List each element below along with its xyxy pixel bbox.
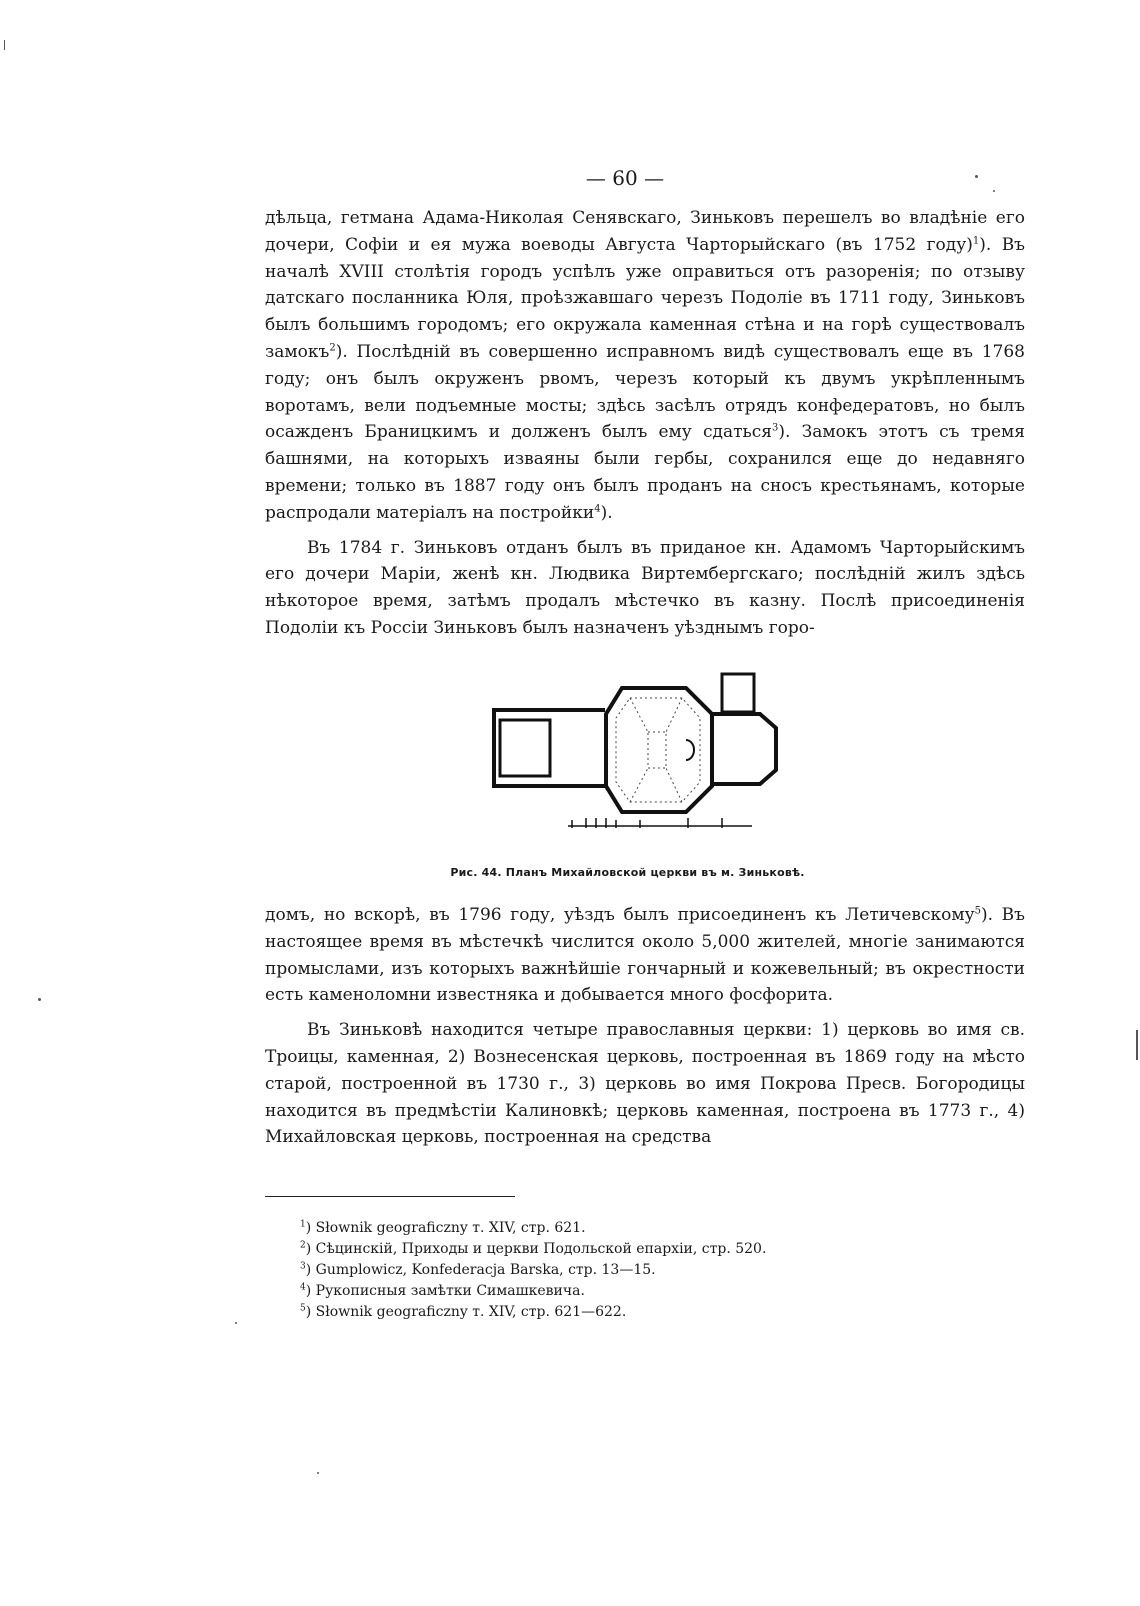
- footnote-ref: 5: [974, 905, 981, 917]
- text-run: ). Въ настоящее время въ мѣстечкѣ числится около 5,000 жителей, многіе занимаются промыслами, изъ которыхъ важнѣйшіе гончарный и кожевельный; въ окрестности есть каменоломни известняка и добывается много фосфорита.: [265, 905, 1025, 1006]
- footnotes: [300, 1218, 950, 1323]
- footnote: $^1$) Słownik geograficzny т. XIV, стр. 621.: [300, 1219, 586, 1236]
- church-floor-plan: [490, 670, 790, 830]
- plan-wall: [712, 714, 776, 784]
- text-block-top: [265, 205, 1025, 642]
- figure-caption: Рис. 44. Планъ Михайловской церкви въ м. Зиньковѣ.: [450, 866, 805, 879]
- plan-apse: [686, 740, 694, 760]
- scan-speck: [38, 998, 41, 1001]
- footnote-ref: 1: [972, 235, 980, 247]
- text-run: ). Замокъ этотъ съ тремя башнями, на которыхъ изваяны были гербы, сохранился еще до недавняго времени; только въ 1887 году онъ былъ проданъ на сносъ крестьянамъ, которые распродали матеріалъ на постройки: [265, 422, 1025, 523]
- footnote-divider: [265, 1196, 515, 1197]
- text-run: ). Въ началѣ XVIII столѣтія городъ успѣлъ уже оправиться отъ разоренія; по отзыву датскаго посланника Юля, проѣзжавшаго черезъ Подоліе въ 1711 году, Зиньковъ былъ большимъ городомъ; его окружала каменная стѣна и на горѣ существовалъ замокъ: [265, 234, 1026, 362]
- plan-vault-lines: [616, 698, 700, 802]
- page-number: — 60 —: [585, 166, 665, 190]
- footnote: $^4$) Рукописныя замѣтки Симашкевича.: [300, 1282, 585, 1299]
- footnote: $^5$) Słownik geograficzny т. XIV, стр. 621—622.: [300, 1303, 627, 1320]
- text-run: домъ, но вскорѣ, въ 1796 году, уѣздъ былъ присоединенъ къ Летичевскому: [265, 905, 975, 925]
- paragraph: [265, 902, 1025, 1009]
- scan-speck: [4, 40, 5, 50]
- scan-speck: [317, 1472, 319, 1474]
- plan-wall: [722, 674, 754, 712]
- paragraph: Въ Зиньковѣ находится четыре православныя церкви: 1) церковь во имя св. Троицы, каменная, 2) Вознесенская церковь, построенная въ 1869 году на мѣсто старой, построенной въ 1730 г., 3) церковь во имя Покрова Пресв. Богородицы находится въ предмѣстіи Калиновкѣ; церковь каменная, построена въ 1773 г., 4) Михайловская церковь, построенная на средства: [265, 1020, 1025, 1148]
- plan-wall: [606, 688, 712, 812]
- scale-bar: [568, 818, 752, 828]
- paragraph: Въ 1784 г. Зиньковъ отданъ былъ въ приданое кн. Адамомъ Чарторыйскимъ его дочери Маріи, женѣ кн. Людвика Виртембергскаго; послѣдній жилъ здѣсь нѣкоторое время, затѣмъ продалъ мѣстечко въ казну. Послѣ присоединенія Подоліи къ Россіи Зиньковъ былъ назначенъ уѣзднымъ горо-: [265, 537, 1025, 638]
- scan-speck: [993, 190, 995, 192]
- text-run: дѣльца, гетмана Адама-Николая Сенявскаго, Зиньковъ перешелъ во владѣніе его дочери, Софіи и ея мужа воеводы Августа Чарторыйскаго (въ 1752 году): [265, 208, 1025, 255]
- footnote: $^3$) Gumplowicz, Konfederacja Barska, стр. 13—15.: [300, 1261, 656, 1278]
- footnote-ref: 4: [594, 503, 601, 515]
- footnote-ref: 3: [772, 422, 779, 434]
- plan-wall: [500, 720, 550, 776]
- scan-speck: [1136, 1030, 1138, 1060]
- text-run: ). Послѣдній въ совершенно исправномъ видѣ существовалъ еще въ 1768 году; онъ былъ окруженъ рвомъ, черезъ который къ двумъ укрѣпленнымъ воротамъ, вели подъемные мосты; здѣсь засѣлъ отрядъ конфедератовъ, но былъ осажденъ Браницкимъ и долженъ былъ ему сдаться: [265, 341, 1025, 443]
- scan-speck: [235, 1322, 237, 1324]
- scan-speck: [975, 175, 978, 178]
- paragraph: [265, 205, 1025, 527]
- text-run: ).: [600, 502, 613, 523]
- text-block-bottom: [265, 902, 1025, 1151]
- footnote: $^2$) Сѣцинскій, Приходы и церкви Подольской епархіи, стр. 520.: [300, 1240, 767, 1257]
- footnote-ref: 2: [329, 342, 336, 354]
